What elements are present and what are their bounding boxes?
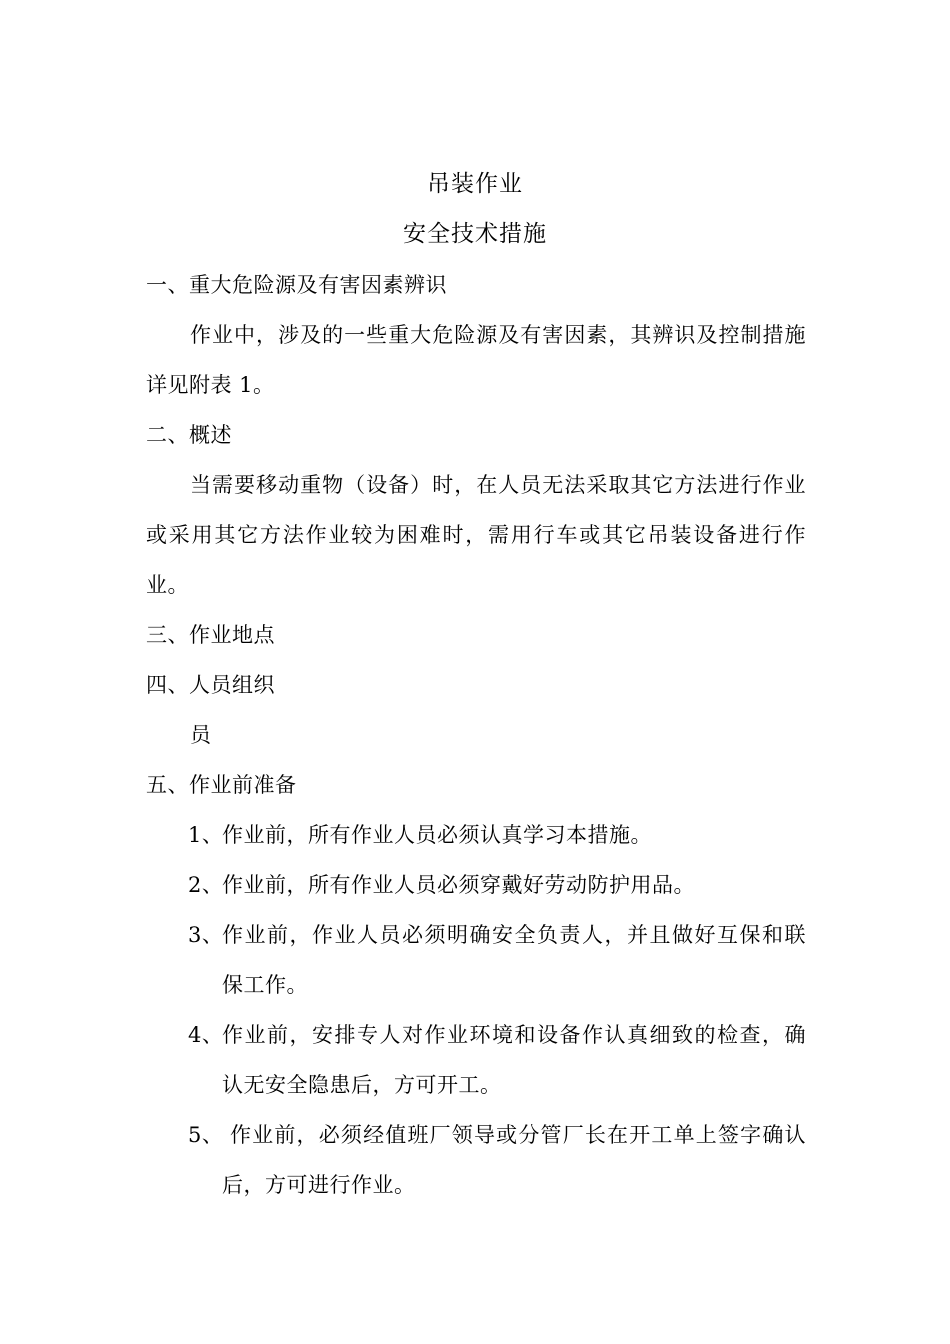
section-heading-location: 三、作业地点 [146,623,275,647]
document-title: 吊装作业 [427,171,523,197]
list-item-text-1: 作业前，所有作业人员必须认真学习本措施。 [222,823,652,847]
section-heading-preparation: 五、作业前准备 [146,773,297,797]
list-item-number-5: 5、 [188,1123,224,1147]
paragraph-overview-line-3: 业。 [146,573,189,597]
list-item-number-2: 2、 [188,873,224,897]
list-item-text-4-line-1: 作业前，安排专人对作业环境和设备作认真细致的检查，确 [222,1023,806,1047]
paragraph-hazards-line-2: 详见附表 1。 [146,373,275,397]
document-subtitle: 安全技术措施 [403,221,547,247]
list-item-number-3: 3、 [188,923,224,947]
section-heading-personnel: 四、人员组织 [146,673,275,697]
list-item-text-5-line-1: 作业前，必须经值班厂领导或分管厂长在开工单上签字确认 [230,1123,806,1147]
paragraph-overview-line-2: 或采用其它方法作业较为困难时，需用行车或其它吊装设备进行作 [146,523,806,547]
section-heading-hazards: 一、重大危险源及有害因素辨识 [146,273,447,297]
list-item-text-4-line-2: 认无安全隐患后，方可开工。 [222,1073,502,1097]
list-item-number-1: 1、 [188,823,224,847]
personnel-item: 员 [190,723,212,747]
list-item-text-5-line-2: 后，方可进行作业。 [222,1173,416,1197]
list-item-text-2: 作业前，所有作业人员必须穿戴好劳动防护用品。 [222,873,695,897]
list-item-number-4: 4、 [188,1023,224,1047]
list-item-text-3-line-1: 作业前，作业人员必须明确安全负责人，并且做好互保和联 [222,923,806,947]
section-heading-overview: 二、概述 [146,423,232,447]
paragraph-hazards-line-1: 作业中，涉及的一些重大危险源及有害因素，其辨识及控制措施 [190,323,806,347]
paragraph-overview-line-1: 当需要移动重物（设备）时，在人员无法采取其它方法进行作业 [190,473,806,497]
list-item-text-3-line-2: 保工作。 [222,973,308,997]
